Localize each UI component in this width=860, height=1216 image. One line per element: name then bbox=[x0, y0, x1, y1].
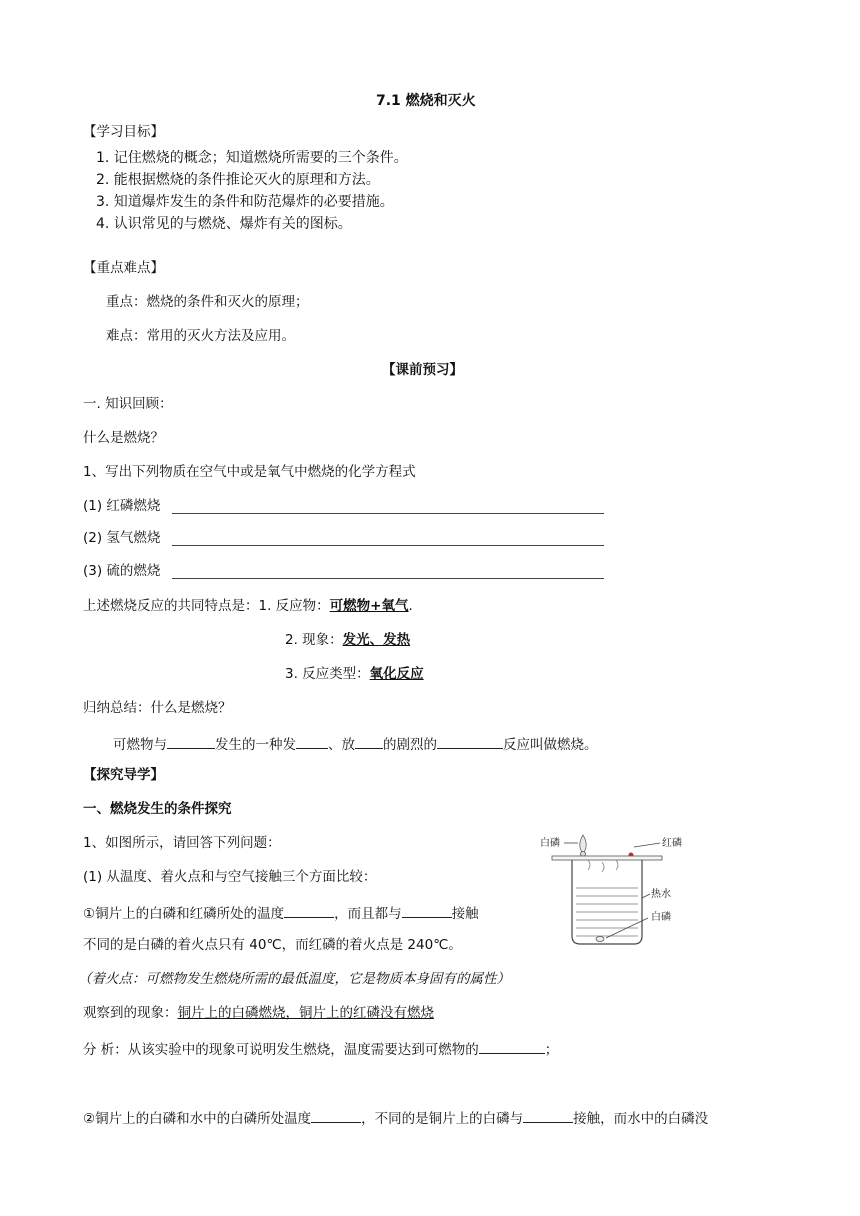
key-points-heading: 【重点难点】 bbox=[83, 260, 164, 276]
figure-label-white-phosphorus-bottom: 白磷 bbox=[651, 912, 671, 923]
common-features-line bbox=[83, 600, 413, 614]
objective-item: 4. 认识常见的与燃烧、爆炸有关的图标。 bbox=[96, 216, 352, 232]
phenomenon-label: 2. 现象： bbox=[285, 632, 343, 648]
blank bbox=[402, 905, 452, 918]
leader-line bbox=[634, 843, 660, 847]
blank bbox=[523, 1110, 573, 1123]
reaction-type-line bbox=[285, 668, 424, 682]
page-title: 7.1 燃烧和灭火 bbox=[376, 93, 476, 109]
answer-line bbox=[172, 513, 604, 514]
beaker bbox=[572, 860, 642, 944]
review-title: 一. 知识回顾： bbox=[83, 396, 173, 412]
blank bbox=[311, 1110, 361, 1123]
difficult-point-text: 难点：常用的灭火方法及应用。 bbox=[106, 328, 295, 344]
blank bbox=[167, 736, 215, 749]
figure-label-white-phosphorus-top: 白磷 bbox=[540, 838, 560, 849]
phenomenon-line bbox=[285, 634, 410, 648]
definition-line bbox=[113, 736, 598, 753]
analysis-text: 分 析：从该实验中的现象可说明发生燃烧，温度需要达到可燃物的 bbox=[83, 1042, 479, 1058]
explore-heading: 【探究导学】 bbox=[83, 767, 164, 783]
objective-item: 2. 能根据燃烧的条件推论灭火的原理和方法。 bbox=[96, 172, 380, 188]
answer-line bbox=[172, 578, 604, 579]
section-title: 一、燃烧发生的条件探究 bbox=[83, 801, 232, 817]
flame-icon bbox=[580, 835, 586, 852]
blank bbox=[296, 736, 328, 749]
definition-text: 反应叫做燃烧。 bbox=[503, 737, 598, 753]
key-point-text: 重点：燃烧的条件和灭火的原理； bbox=[106, 294, 309, 310]
item-text: ①铜片上的白磷和红磷所处的温度 bbox=[83, 906, 285, 922]
item-text: 接触 bbox=[451, 906, 479, 922]
reaction-item: (1) 红磷燃烧 bbox=[83, 498, 161, 514]
item-2-line bbox=[83, 1110, 708, 1127]
observation-label: 观察到的现象： bbox=[83, 1005, 178, 1021]
blank bbox=[479, 1041, 545, 1054]
objective-item: 3. 知道爆炸发生的条件和防范爆炸的必要措施。 bbox=[96, 194, 394, 210]
period: . bbox=[408, 598, 413, 614]
experiment-figure bbox=[530, 826, 700, 952]
question-1-sub: (1) 从温度、着火点和与空气接触三个方面比较： bbox=[83, 869, 377, 885]
copper-plate bbox=[552, 856, 662, 860]
reaction-type-answer: 氧化反应 bbox=[369, 666, 424, 682]
analysis-line bbox=[83, 1041, 558, 1058]
preview-heading: 【课前预习】 bbox=[382, 362, 463, 378]
question-1: 1、如图所示，请回答下列问题： bbox=[83, 835, 281, 851]
figure-label-hot-water: 热水 bbox=[651, 889, 671, 900]
item-text: ②铜片上的白磷和水中的白磷所处温度 bbox=[83, 1111, 312, 1127]
task-text: 1、写出下列物质在空气中或是氧气中燃烧的化学方程式 bbox=[83, 464, 416, 480]
definition-text: 发生的一种发 bbox=[215, 737, 296, 753]
reaction-item: (2) 氢气燃烧 bbox=[83, 530, 161, 546]
white-phosphorus-in-water bbox=[596, 937, 604, 942]
hot-water bbox=[576, 888, 638, 936]
objective-item: 1. 记住燃烧的概念；知道燃烧所需要的三个条件。 bbox=[96, 150, 408, 166]
item-text: ，而且都与 bbox=[334, 906, 402, 922]
common-features-intro: 上述燃烧反应的共同特点是：1. 反应物： bbox=[83, 598, 330, 614]
analysis-text: ； bbox=[544, 1042, 559, 1058]
item-text: ，不同的是铜片上的白磷与 bbox=[361, 1111, 524, 1127]
observation-answer: 铜片上的白磷燃烧，铜片上的红磷没有燃烧 bbox=[177, 1005, 434, 1021]
reactant-answer: 可燃物+氧气 bbox=[329, 598, 409, 614]
item-1-continuation: 不同的是白磷的着火点只有 40℃，而红磷的着火点是 240℃。 bbox=[83, 937, 462, 953]
question-text: 什么是燃烧？ bbox=[83, 430, 164, 446]
answer-line bbox=[172, 545, 604, 546]
blank bbox=[437, 736, 503, 749]
leader-line bbox=[642, 894, 650, 898]
definition-text: 、放 bbox=[328, 737, 355, 753]
ignition-point-note: （着火点：可燃物发生燃烧所需的最低温度，它是物质本身固有的属性） bbox=[78, 971, 510, 987]
summary-label: 归纳总结：什么是燃烧？ bbox=[83, 700, 232, 716]
item-1-line bbox=[83, 905, 479, 922]
figure-label-red-phosphorus: 红磷 bbox=[662, 838, 682, 849]
phenomenon-answer: 发光、发热 bbox=[342, 632, 411, 648]
blank bbox=[355, 736, 383, 749]
reaction-type-label: 3. 反应类型： bbox=[285, 666, 370, 682]
definition-text: 可燃物与 bbox=[113, 737, 167, 753]
reaction-item: (3) 硫的燃烧 bbox=[83, 563, 161, 579]
objectives-heading: 【学习目标】 bbox=[83, 124, 164, 140]
item-text: 接触，而水中的白磷没 bbox=[573, 1111, 709, 1127]
observation-line bbox=[83, 1007, 434, 1021]
definition-text: 的剧烈的 bbox=[383, 737, 437, 753]
blank bbox=[284, 905, 334, 918]
steam bbox=[588, 860, 618, 872]
